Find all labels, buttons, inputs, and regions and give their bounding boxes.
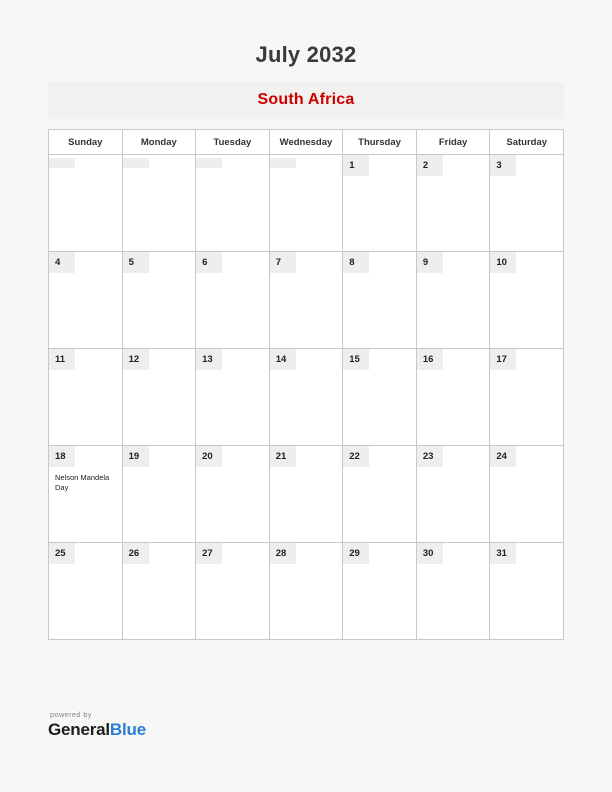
day-number (270, 158, 296, 168)
day-number (196, 158, 222, 168)
day-event (123, 273, 196, 279)
calendar-day-cell[interactable] (416, 543, 490, 640)
day-event (490, 176, 563, 182)
day-event (49, 173, 122, 179)
calendar-day-cell[interactable] (269, 252, 343, 349)
day-number: 18 (49, 446, 75, 467)
calendar-day-cell[interactable] (196, 349, 270, 446)
calendar-table (48, 129, 564, 640)
day-number: 5 (123, 252, 149, 273)
calendar-day-cell[interactable] (343, 349, 417, 446)
calendar-day-cell[interactable] (122, 349, 196, 446)
day-number: 7 (270, 252, 296, 273)
calendar-day-cell[interactable] (343, 543, 417, 640)
calendar-day-cell[interactable] (122, 252, 196, 349)
day-event (196, 564, 269, 570)
calendar-day-cell[interactable] (490, 349, 564, 446)
calendar-day-cell[interactable] (269, 446, 343, 543)
day-event (49, 370, 122, 376)
calendar-day-cell[interactable] (416, 446, 490, 543)
calendar-day-cell[interactable] (49, 446, 123, 543)
calendar-day-cell[interactable] (416, 349, 490, 446)
calendar-day-cell[interactable] (269, 349, 343, 446)
weekday-header-saturday: Saturday (490, 130, 564, 155)
day-number: 4 (49, 252, 75, 273)
day-event (270, 467, 343, 473)
calendar-day-cell[interactable] (490, 252, 564, 349)
calendar-day-cell[interactable] (269, 155, 343, 252)
day-event (196, 273, 269, 279)
calendar-day-cell[interactable] (416, 252, 490, 349)
calendar-body (49, 155, 564, 640)
calendar-week-row (49, 155, 564, 252)
day-number: 26 (123, 543, 149, 564)
day-event (270, 173, 343, 179)
calendar-day-cell[interactable] (343, 155, 417, 252)
day-number: 20 (196, 446, 222, 467)
calendar-day-cell[interactable] (269, 543, 343, 640)
day-event (270, 564, 343, 570)
day-event (490, 370, 563, 376)
day-event (490, 273, 563, 279)
day-number (123, 158, 149, 168)
calendar-day-cell[interactable] (196, 252, 270, 349)
day-number: 16 (417, 349, 443, 370)
day-number (49, 158, 75, 168)
calendar-day-cell[interactable] (196, 543, 270, 640)
calendar-header (49, 130, 564, 155)
day-event (343, 176, 416, 182)
calendar-day-cell[interactable] (490, 446, 564, 543)
day-number: 22 (343, 446, 369, 467)
day-event (343, 467, 416, 473)
calendar-week-row (49, 349, 564, 446)
day-number: 13 (196, 349, 222, 370)
day-number: 24 (490, 446, 516, 467)
calendar-day-cell[interactable] (343, 446, 417, 543)
day-number: 2 (417, 155, 443, 176)
day-event (123, 370, 196, 376)
calendar-day-cell[interactable] (343, 252, 417, 349)
day-event (417, 564, 490, 570)
day-number: 9 (417, 252, 443, 273)
country-label: South Africa (257, 91, 355, 108)
calendar-day-cell[interactable] (49, 155, 123, 252)
day-event (196, 370, 269, 376)
calendar-day-cell[interactable] (490, 155, 564, 252)
day-number: 15 (343, 349, 369, 370)
day-event (343, 370, 416, 376)
weekday-header-wednesday: Wednesday (269, 130, 343, 155)
calendar-day-cell[interactable] (490, 543, 564, 640)
footer (48, 710, 348, 740)
day-number: 23 (417, 446, 443, 467)
calendar-day-cell[interactable] (122, 543, 196, 640)
weekday-header-row (49, 130, 564, 155)
calendar-day-cell[interactable] (122, 446, 196, 543)
day-number: 1 (343, 155, 369, 176)
brand-general-text: General (48, 720, 110, 739)
day-number: 11 (49, 349, 75, 370)
day-event (417, 273, 490, 279)
weekday-header-sunday: Sunday (49, 130, 123, 155)
day-number: 21 (270, 446, 296, 467)
day-event: Nelson Mandela Day (55, 473, 110, 493)
day-event (417, 176, 490, 182)
day-number: 28 (270, 543, 296, 564)
day-event (490, 467, 563, 473)
day-number: 27 (196, 543, 222, 564)
calendar-day-cell[interactable] (196, 446, 270, 543)
day-event (270, 273, 343, 279)
weekday-header-friday: Friday (416, 130, 490, 155)
day-event (417, 467, 490, 473)
calendar-day-cell[interactable] (49, 349, 123, 446)
day-number: 31 (490, 543, 516, 564)
page-title: July 2032 (255, 42, 357, 67)
day-event (417, 370, 490, 376)
day-number: 12 (123, 349, 149, 370)
day-event (49, 564, 122, 570)
brand-blue-text: Blue (109, 720, 146, 739)
day-event (49, 273, 122, 279)
day-event (490, 564, 563, 570)
day-number: 6 (196, 252, 222, 273)
calendar-week-row (49, 543, 564, 640)
day-number: 14 (270, 349, 296, 370)
weekday-header-monday: Monday (122, 130, 196, 155)
weekday-header-thursday: Thursday (343, 130, 417, 155)
day-number: 8 (343, 252, 369, 273)
country-banner (48, 82, 564, 119)
day-event (123, 173, 196, 179)
day-event (343, 273, 416, 279)
day-number: 3 (490, 155, 516, 176)
day-event (270, 370, 343, 376)
day-number: 29 (343, 543, 369, 564)
day-event (196, 467, 269, 473)
day-event (196, 173, 269, 179)
day-event (123, 564, 196, 570)
generalblue-logo[interactable] (48, 720, 348, 740)
calendar-day-cell[interactable] (196, 155, 270, 252)
day-number: 25 (49, 543, 75, 564)
calendar-week-row (49, 446, 564, 543)
calendar-week-row (49, 252, 564, 349)
calendar-day-cell[interactable] (122, 155, 196, 252)
weekday-header-tuesday: Tuesday (196, 130, 270, 155)
day-number: 10 (490, 252, 516, 273)
calendar-day-cell[interactable] (49, 543, 123, 640)
calendar-day-cell[interactable] (49, 252, 123, 349)
day-event (123, 467, 196, 473)
day-event (343, 564, 416, 570)
powered-by-label: powered by (50, 710, 92, 719)
day-number: 17 (490, 349, 516, 370)
calendar-day-cell[interactable] (416, 155, 490, 252)
day-number: 30 (417, 543, 443, 564)
day-number: 19 (123, 446, 149, 467)
